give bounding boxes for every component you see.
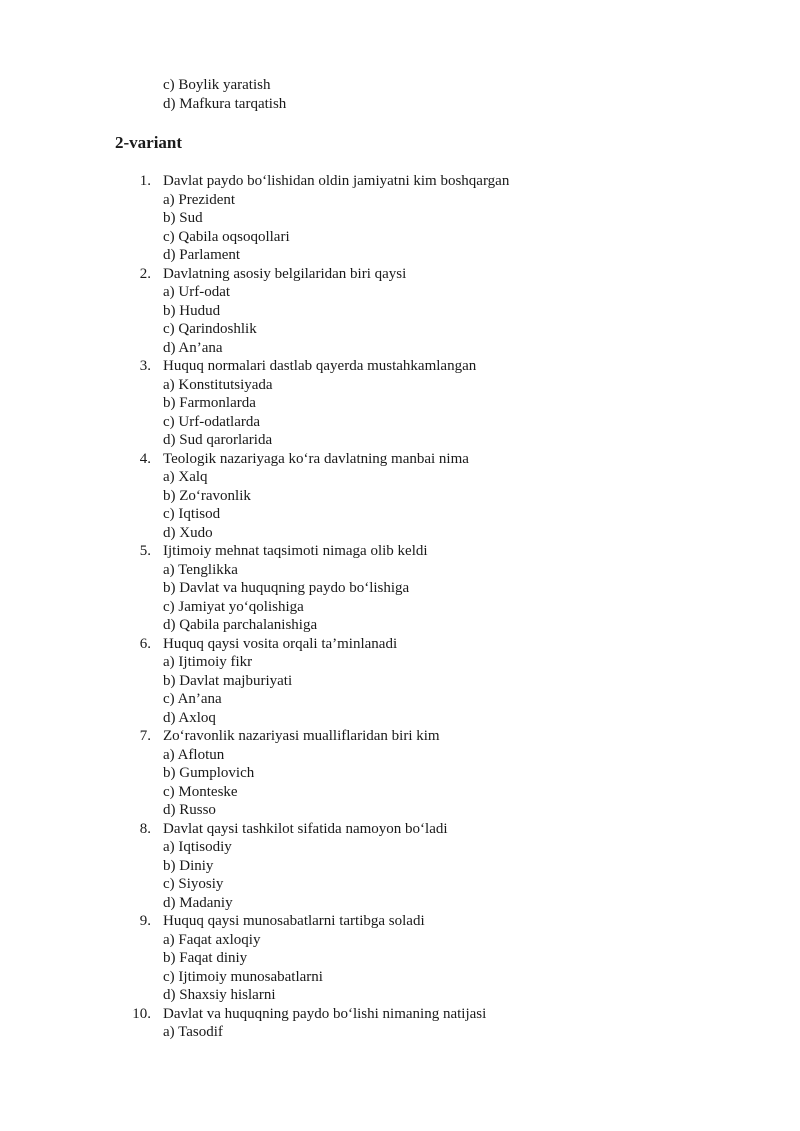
question-number: 10.	[132, 1005, 151, 1022]
question-item	[0, 357, 800, 450]
answer-option: c) Jamiyat yo‘qolishiga	[163, 598, 304, 615]
previous-question-options	[163, 76, 286, 113]
question-list	[0, 172, 800, 1042]
answer-option: b) Sud	[163, 210, 203, 226]
answer-option: b) Gumplovich	[163, 765, 255, 781]
question-text: Davlat paydo bo‘lishidan oldin jamiyatni kim boshqargan	[163, 173, 510, 189]
answer-options	[0, 931, 800, 1005]
answer-options	[0, 746, 800, 820]
question-number: 8.	[139, 820, 151, 837]
answer-options	[0, 376, 800, 450]
question-number: 1.	[139, 173, 151, 189]
answer-option: b) Diniy	[163, 857, 214, 874]
answer-option: b) Hudud	[163, 302, 221, 319]
answer-option: d) Axloq	[163, 709, 216, 726]
question-text: Huquq qaysi munosabatlarni tartibga soladi	[163, 913, 425, 929]
answer-option: d) Qabila parchalanishiga	[163, 617, 318, 633]
question-text: Zo‘ravonlik nazariyasi mualliflaridan biri kim	[163, 728, 440, 744]
answer-option: d) Shaxsiy hislarni	[163, 987, 276, 1003]
answer-option: b) Davlat majburiyati	[163, 672, 293, 689]
question-item	[0, 912, 800, 1005]
answer-option: c) Urf-odatlarda	[163, 413, 261, 430]
question-number: 6.	[139, 635, 151, 652]
question-number: 5.	[139, 543, 151, 559]
answer-option: a) Ijtimoiy fikr	[163, 654, 253, 670]
answer-option: c) Qabila oqsoqollari	[163, 228, 290, 245]
answer-option: a) Urf-odat	[163, 284, 231, 300]
answer-options	[0, 191, 800, 265]
answer-options	[0, 1023, 800, 1042]
question-item	[0, 265, 800, 358]
answer-option: a) Iqtisodiy	[163, 839, 232, 855]
question-item	[0, 727, 800, 820]
answer-option: d) Xudo	[163, 524, 213, 541]
answer-option: c) Monteske	[163, 783, 238, 800]
answer-option: a) Faqat axloqiy	[163, 931, 261, 948]
question-text: Teologik nazariyaga ko‘ra davlatning manbai nima	[163, 450, 469, 467]
answer-option: d) Parlament	[163, 247, 241, 263]
answer-option: d) Mafkura tarqatish	[163, 95, 287, 112]
question-number: 4.	[139, 450, 151, 467]
answer-option: b) Davlat va huquqning paydo bo‘lishiga	[163, 580, 410, 596]
answer-option: b) Faqat diniy	[163, 950, 248, 966]
answer-options	[0, 283, 800, 357]
answer-option: d) An’ana	[163, 339, 223, 356]
answer-option: c) Boylik yaratish	[163, 77, 271, 93]
answer-options	[0, 561, 800, 635]
answer-option: c) Ijtimoiy munosabatlarni	[163, 968, 323, 985]
answer-option: a) Prezident	[163, 191, 236, 208]
answer-options	[0, 653, 800, 727]
answer-options	[0, 838, 800, 912]
answer-option: a) Konstitutsiyada	[163, 376, 273, 393]
question-text: Davlat va huquqning paydo bo‘lishi nimaning natijasi	[163, 1005, 487, 1022]
answer-option: b) Farmonlarda	[163, 395, 256, 411]
answer-option: d) Russo	[163, 802, 216, 818]
question-text: Davlat qaysi tashkilot sifatida namoyon bo‘ladi	[163, 820, 448, 837]
question-text: Davlatning asosiy belgilaridan biri qaysi	[163, 265, 407, 282]
answer-option: a) Tasodif	[163, 1024, 223, 1040]
answer-option: c) An’ana	[163, 691, 222, 707]
answer-option: a) Tenglikka	[163, 561, 238, 578]
answer-option: d) Sud qarorlarida	[163, 432, 273, 448]
answer-option: c) Siyosiy	[163, 876, 224, 892]
question-text: Ijtimoiy mehnat taqsimoti nimaga olib keldi	[163, 543, 428, 559]
answer-option: c) Iqtisod	[163, 506, 221, 522]
question-number: 9.	[139, 913, 151, 929]
variant-heading: 2-variant	[115, 133, 183, 152]
question-number: 2.	[139, 265, 151, 282]
question-item	[0, 635, 800, 728]
answer-option: d) Madaniy	[163, 894, 233, 911]
question-item	[0, 542, 800, 635]
question-text: Huquq normalari dastlab qayerda mustahkamlangan	[163, 358, 477, 374]
answer-option: b) Zo‘ravonlik	[163, 487, 251, 504]
question-item	[0, 450, 800, 543]
question-item	[0, 820, 800, 913]
question-number: 3.	[139, 358, 151, 374]
question-item	[0, 1005, 800, 1042]
question-text: Huquq qaysi vosita orqali ta’minlanadi	[163, 635, 398, 652]
answer-option: a) Xalq	[163, 469, 208, 485]
answer-options	[0, 468, 800, 542]
question-number: 7.	[139, 728, 151, 744]
answer-option: c) Qarindoshlik	[163, 321, 257, 337]
question-item	[0, 172, 800, 265]
answer-option: a) Aflotun	[163, 746, 225, 763]
